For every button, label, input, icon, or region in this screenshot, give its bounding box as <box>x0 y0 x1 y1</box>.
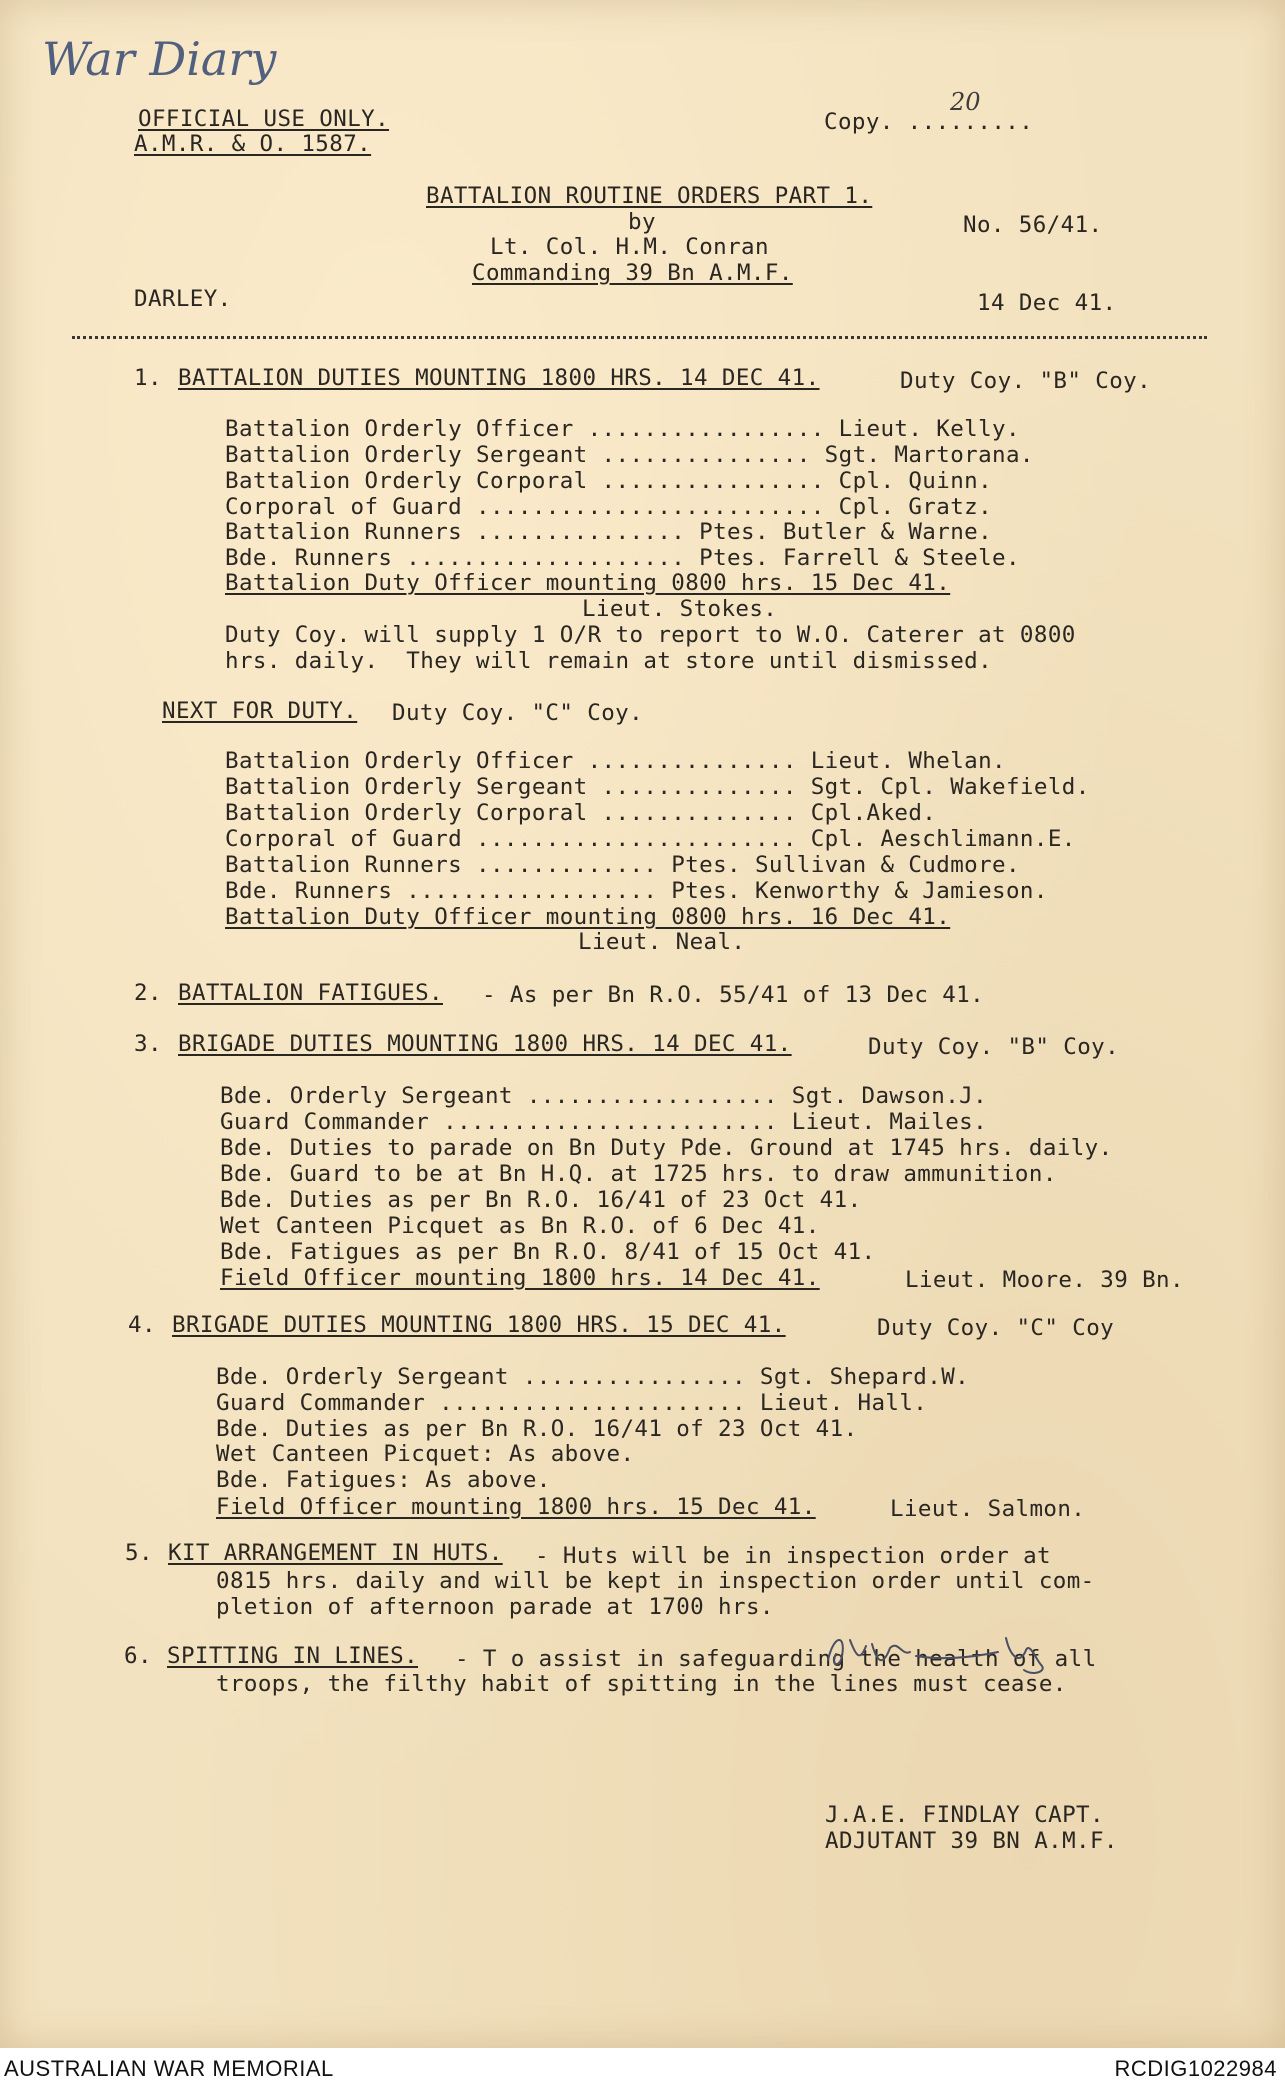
section-1-line: Bde. Runners .................... Ptes. Farrell & Steele. <box>225 545 1020 571</box>
section-3-line: Guard Commander ........................ Lieut. Mailes. <box>220 1109 988 1135</box>
amr-reference: A.M.R. & O. 1587. <box>134 131 372 157</box>
place-label: DARLEY. <box>134 286 232 312</box>
section-4-duty-coy: Duty Coy. "C" Coy <box>877 1315 1115 1341</box>
section-3-number: 3. <box>134 1031 162 1057</box>
section-5-text: 0815 hrs. daily and will be kept in inspection order until com- <box>216 1568 1095 1594</box>
footer-archive-name: AUSTRALIAN WAR MEMORIAL <box>4 2056 334 2081</box>
next-duty-line: Battalion Orderly Officer ............... Lieut. Whelan. <box>225 748 1006 774</box>
footer-record-id: RCDIG1022984 <box>1114 2056 1277 2081</box>
section-1-heading: BATTALION DUTIES MOUNTING 1800 HRS. 14 DEC 41. <box>178 365 820 391</box>
section-1-duty-officer: Battalion Duty Officer mounting 0800 hrs. 15 Dec 41. <box>225 570 951 596</box>
section-2-number: 2. <box>134 980 162 1006</box>
section-4-line: Bde. Fatigues: As above. <box>216 1467 551 1493</box>
section-1-note: Duty Coy. will supply 1 O/R to report to W.O. Caterer at 0800 <box>225 622 1076 648</box>
next-duty-officer-name: Lieut. Neal. <box>578 929 746 955</box>
section-2-text: - As per Bn R.O. 55/41 of 13 Dec 41. <box>482 982 985 1008</box>
next-duty-line: Battalion Orderly Sergeant .............. Sgt. Cpl. Wakefield. <box>225 774 1090 800</box>
next-for-duty-coy: Duty Coy. "C" Coy. <box>392 700 644 726</box>
section-1-line: Corporal of Guard ......................... Cpl. Gratz. <box>225 494 993 520</box>
signatory-name: J.A.E. FINDLAY CAPT. <box>825 1802 1104 1828</box>
section-4-line: Bde. Orderly Sergeant ................ Sgt. Shepard.W. <box>216 1364 970 1390</box>
official-use-label: OFFICIAL USE ONLY. <box>138 106 390 132</box>
commanding-unit: Commanding 39 Bn A.M.F. <box>472 260 793 286</box>
section-3-line: Bde. Duties as per Bn R.O. 16/41 of 23 Oct 41. <box>220 1187 862 1213</box>
next-duty-line: Battalion Runners ............. Ptes. Sullivan & Cudmore. <box>225 852 1020 878</box>
section-1-duty-officer-name: Lieut. Stokes. <box>582 596 778 622</box>
section-4-line: Wet Canteen Picquet: As above. <box>216 1441 635 1467</box>
section-1-line: Battalion Orderly Officer ................. Lieut. Kelly. <box>225 416 1020 442</box>
section-3-line: Bde. Orderly Sergeant .................. Sgt. Dawson.J. <box>220 1083 988 1109</box>
copy-label: Copy. ......... <box>824 109 1034 135</box>
section-6-heading: SPITTING IN LINES. <box>167 1643 419 1669</box>
section-6-text: troops, the filthy habit of spitting in the lines must cease. <box>216 1671 1067 1697</box>
next-duty-officer: Battalion Duty Officer mounting 0800 hrs. 16 Dec 41. <box>225 904 951 930</box>
section-6-text: - T o assist in safeguarding the health of all <box>455 1646 1097 1672</box>
section-1-number: 1. <box>134 365 162 391</box>
document-title: BATTALION ROUTINE ORDERS PART 1. <box>426 183 873 209</box>
section-3-heading: BRIGADE DUTIES MOUNTING 1800 HRS. 14 DEC 41. <box>178 1031 792 1057</box>
section-5-text: pletion of afternoon parade at 1700 hrs. <box>216 1594 774 1620</box>
commander-name: Lt. Col. H.M. Conran <box>490 234 769 260</box>
copy-number-handwritten: 20 <box>950 88 981 116</box>
section-4-number: 4. <box>128 1312 156 1338</box>
section-4-heading: BRIGADE DUTIES MOUNTING 1800 HRS. 15 DEC 41. <box>172 1312 786 1338</box>
next-duty-line: Battalion Orderly Corporal .............. Cpl.Aked. <box>225 800 937 826</box>
section-1-line: Battalion Orderly Corporal ................ Cpl. Quinn. <box>225 468 993 494</box>
order-date: 14 Dec 41. <box>977 290 1117 316</box>
section-3-duty-coy: Duty Coy. "B" Coy. <box>868 1034 1120 1060</box>
next-duty-line: Bde. Runners .................. Ptes. Kenworthy & Jamieson. <box>225 878 1048 904</box>
next-duty-line: Corporal of Guard ....................... Cpl. Aeschlimann.E. <box>225 826 1076 852</box>
section-4-line: Guard Commander ...................... Lieut. Hall. <box>216 1390 928 1416</box>
section-5-text: - Huts will be in inspection order at <box>535 1543 1052 1569</box>
section-3-field-officer-name: Lieut. Moore. 39 Bn. <box>905 1267 1184 1293</box>
section-4-line: Bde. Duties as per Bn R.O. 16/41 of 23 Oct 41. <box>216 1416 858 1442</box>
section-3-line: Bde. Guard to be at Bn H.Q. at 1725 hrs. to draw ammunition. <box>220 1161 1057 1187</box>
header-divider <box>72 336 1207 339</box>
order-number: No. 56/41. <box>963 212 1103 238</box>
section-1-note: hrs. daily. They will remain at store until dismissed. <box>225 648 993 674</box>
handwritten-signature <box>820 1626 1060 1678</box>
section-6-number: 6. <box>124 1643 152 1669</box>
section-5-number: 5. <box>125 1540 153 1566</box>
section-1-line: Battalion Runners ............... Ptes. Butler & Warne. <box>225 519 993 545</box>
signatory-title: ADJUTANT 39 BN A.M.F. <box>825 1828 1118 1854</box>
section-3-field-officer: Field Officer mounting 1800 hrs. 14 Dec 41. <box>220 1265 820 1291</box>
war-diary-annotation: War Diary <box>42 32 277 86</box>
section-1-duty-coy: Duty Coy. "B" Coy. <box>900 368 1152 394</box>
section-2-heading: BATTALION FATIGUES. <box>178 980 443 1006</box>
section-3-line: Bde. Duties to parade on Bn Duty Pde. Ground at 1745 hrs. daily. <box>220 1135 1113 1161</box>
section-4-field-officer-name: Lieut. Salmon. <box>890 1496 1086 1522</box>
by-line: by <box>628 209 656 235</box>
section-3-line: Bde. Fatigues as per Bn R.O. 8/41 of 15 Oct 41. <box>220 1239 876 1265</box>
section-5-heading: KIT ARRANGEMENT IN HUTS. <box>168 1540 503 1566</box>
section-1-line: Battalion Orderly Sergeant ............... Sgt. Martorana. <box>225 442 1034 468</box>
section-3-line: Wet Canteen Picquet as Bn R.O. of 6 Dec 41. <box>220 1213 820 1239</box>
section-4-field-officer: Field Officer mounting 1800 hrs. 15 Dec 41. <box>216 1494 816 1520</box>
next-for-duty-heading: NEXT FOR DUTY. <box>162 698 358 724</box>
